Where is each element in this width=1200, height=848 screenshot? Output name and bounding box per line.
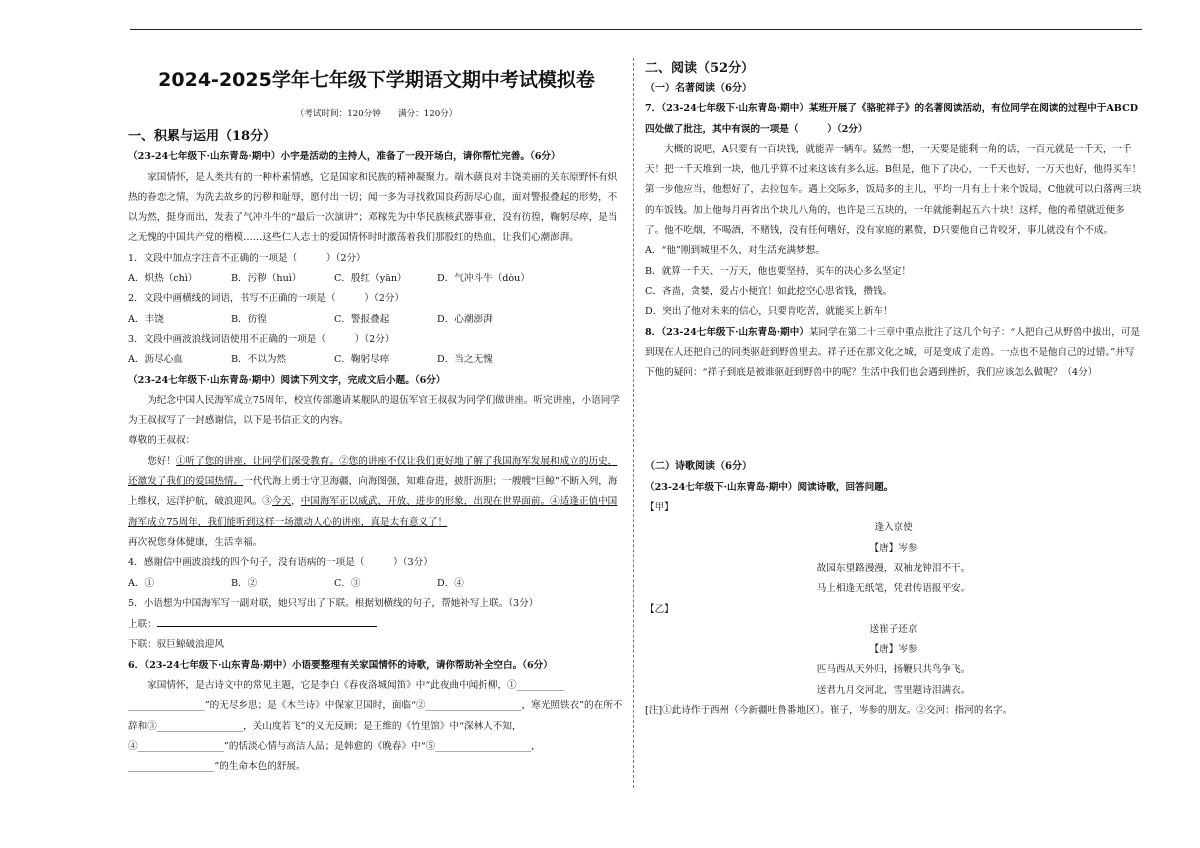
letter-salutation: 尊敬的王叔叔： bbox=[128, 435, 196, 447]
poem-2-line-2: 送君九月交河北，雪里题诗泪满衣。 bbox=[816, 684, 971, 696]
question-3-options bbox=[128, 350, 625, 370]
option-b: B．② bbox=[231, 577, 258, 589]
q7-option-a: A．“他”刚到城里不久，对生活充满梦想。 bbox=[645, 245, 825, 257]
option-a: A．沥尽心血 bbox=[128, 354, 183, 366]
passage-1: 家国情怀，是人类共有的一种朴素情感，它是国家和民族的精神凝聚力。端木蕻良对丰饶美丽的关东原野怀有炽热的眷恋之情，为洗去故乡的污秽和耻辱，愿付出一切；闻一多为寻找救国良药沥尽心血，面对警报叠起的形势，不以为然，挺身而出，发表了气冲斗牛的“最后一次演讲”；邓稼先为中华民族核武器事业，没有彷徨，鞠躬尽瘁，是当之无愧的中国共产党的楷模……这些仁人志士的爱国情怀时时激荡着我们那股红的热血，让我们心潮澎湃。 bbox=[128, 171, 618, 244]
subsection-2: （二）诗歌阅读（6分） bbox=[645, 461, 752, 473]
question-4: 4．感谢信中画波浪线的四个句子，没有语病的一项是（ ）（3分） bbox=[128, 557, 433, 569]
poem-2-title: 送崔子还京 bbox=[869, 623, 918, 635]
column-divider bbox=[633, 58, 634, 788]
sentence-1: ①听了您的讲座，让同学们深受教育。 bbox=[175, 455, 340, 467]
question-1: 1．文段中加点字注音不正确的一项是（ ）（2分） bbox=[128, 252, 366, 264]
question-2: 2．文段中画横线的词语，书写不正确的一项是（ ）（2分） bbox=[128, 293, 405, 305]
answer-blank[interactable] bbox=[157, 614, 377, 627]
subsection-1: （一）名著阅读（6分） bbox=[645, 83, 752, 94]
poem-2-author: 【唐】岑参 bbox=[869, 644, 918, 656]
option-b: B．不以为然 bbox=[231, 354, 287, 366]
q7-option-b: B．就算一千天、一万天，他也要坚持，买车的决心多么坚定！ bbox=[645, 265, 912, 277]
q7-option-d: D．突出了他对未来的信心，只要肯吃苦，就能买上新车！ bbox=[645, 306, 893, 318]
exam-info: （考试时间：120分钟 满分：120分） bbox=[295, 109, 458, 119]
letter-middle-1: 一代代海上勇士守卫海疆，向海图强，知难奋进，披肝沥胆；一艘艘“巨鲸”不断入列，海上维权，远洋护航，破浪迎风。③ bbox=[128, 476, 618, 508]
option-b: B．污秽（huì） bbox=[231, 273, 302, 285]
question-3: 3．文段中画波浪线词语使用不正确的一项是（ ）（2分） bbox=[128, 333, 395, 345]
question-intro-3: （23-24七年级下·山东青岛·期中）阅读诗歌，回答问题。 bbox=[645, 481, 894, 493]
question-intro-2: （23-24七年级下·山东青岛·期中）阅读下列文字，完成文后小题。（6分） bbox=[128, 374, 446, 386]
option-c: C．鞠躬尽瘁 bbox=[334, 354, 390, 366]
option-a: A．丰饶 bbox=[128, 313, 164, 325]
poem-1-author: 【唐】岑参 bbox=[869, 542, 918, 554]
section-heading-1: 一、积累与运用（18分） bbox=[128, 129, 277, 145]
upper-couplet-label: 上联： bbox=[128, 619, 157, 631]
question-2-options bbox=[128, 310, 625, 330]
page-title: 2024-2025学年七年级下学期语文期中考试模拟卷 bbox=[158, 69, 595, 91]
top-rule bbox=[130, 29, 1142, 30]
sentence-2: ②您的讲座不仅让我们更好地了解了我国海军发展和成立的历史，还激发了我们的爱国热情。 bbox=[128, 455, 618, 488]
passage-2: 为纪念中国人民海军成立75周年，校宣传部邀请某舰队的退伍军官王叔叔为同学们做讲座。听完讲座，小语同学为王叔叔写了一封感谢信，以下是书信正文的内容。 bbox=[128, 394, 620, 427]
sentence-3a: 今天 bbox=[271, 496, 292, 508]
letter-middle-2: ， bbox=[291, 496, 301, 508]
poem-1-line-1: 故园东望路漫漫，双袖龙钟泪不干。 bbox=[816, 562, 971, 574]
question-7: 7．（23-24七年级下·山东青岛·期中）某班开展了《骆驼祥子》的名著阅读活动，有位同学在阅读的过程中于ABCD四处做了批注，其中有误的一项是（ ）（2分） bbox=[645, 103, 1139, 135]
poem-2-line-1: 匹马西从天外归，扬鞭只共鸟争飞。 bbox=[816, 664, 971, 676]
question-6-text: 家国情怀，是古诗文中的常见主题，它是李白《春夜洛城闻笛》中“此夜曲中闻折柳，①__________ ________________”的无尽乡思；是《木兰诗》中保家卫国时，面临“②____________________，寒光照铁衣”的在所不辞和③__________________，关山度若飞”的义无反顾；是王维的《竹里馆》中“深林人不知，④__________________”的恬淡心情与高洁人品；是韩愈的《晚春》中“⑤____________________，__________________”的生命本色的舒展。 bbox=[128, 680, 623, 773]
option-c: C．③ bbox=[334, 577, 361, 589]
q7-option-c: C．吝啬，贪婪，爱占小便宜！如此挖空心思省钱，攒钱。 bbox=[645, 285, 893, 297]
poem-marker-jia: 【甲】 bbox=[645, 502, 674, 514]
poem-1-line-2: 马上相逢无纸笔，凭君传语报平安。 bbox=[816, 583, 971, 595]
letter-greeting: 您好！ bbox=[147, 455, 176, 467]
question-6: 6．（23-24七年级下·山东青岛·期中）小语要整理有关家国情怀的诗歌，请你帮助补全空白。（6分） bbox=[128, 659, 553, 671]
question-intro-1: （23-24七年级下·山东青岛·期中）小宇是活动的主持人，准备了一段开场白，请你帮忙完善。（6分） bbox=[128, 151, 561, 163]
poem-1-title: 逢入京使 bbox=[874, 522, 913, 534]
option-d: D．气冲斗牛（dòu） bbox=[437, 273, 530, 285]
right-column bbox=[645, 58, 1142, 721]
poem-note: [注]①此诗作于西州（今新疆吐鲁番地区）。崔子，岑参的朋友。②交河：指河的名字。 bbox=[645, 705, 1013, 717]
upper-couplet bbox=[128, 614, 625, 635]
question-5: 5．小语想为中国海军写一副对联，她只写出了下联。根据划横线的句子，帮她补写上联。（3分） bbox=[128, 597, 539, 609]
option-d: D．④ bbox=[437, 577, 464, 589]
section-heading-2: 二、阅读（52分） bbox=[645, 61, 755, 76]
left-column bbox=[128, 62, 625, 778]
option-a: A．炽热（chì） bbox=[128, 273, 198, 285]
letter-closing: 再次祝您身体健康，生活幸福。 bbox=[128, 536, 263, 548]
option-a: A．① bbox=[128, 577, 155, 589]
question-4-options bbox=[128, 574, 625, 594]
option-c: C．警报叠起 bbox=[334, 313, 390, 325]
poem-marker-yi: 【乙】 bbox=[645, 603, 674, 615]
question-7-passage: 大概的说吧，A只要有一百块钱，就能弄一辆车。猛然一想，一天要是能剩一角的话，一百元就是一千天，一千天！把一千天堆到一块，他几乎算不过来这该有多么远。B但是，他下了决心，一千天也好，一万天也好，他得买车！第一步他应当，他想好了，去拉包车。遇上交际多，饭局多的主儿，平均一月有上十来个饭局，C他就可以白落两三块的车饭钱。加上他每月再省出个块儿八角的，也许是三五块的，一年就能剩起五六十块！这样，他的希望就近便多了。他不吃烟，不喝酒，不赌钱，没有任何嗜好，没有家庭的累赘，D只要他自己肯咬牙，事儿就没有个不成。 bbox=[645, 143, 1142, 237]
option-d: D．心潮澎湃 bbox=[437, 313, 493, 325]
question-8-text: 某同学在第二十三章中重点批注了这几个句子：“人把自己从野兽中拔出，可是到现在人还把自己的同类驱赶到野兽里去。祥子还在那文化之城，可是变成了走兽。一点也不是他自己的过错。”并写下他的疑问：“祥子到底是被谁驱赶到野兽中的呢？生活中我们也会遇到挫折，我们应该怎么做呢？（4分） bbox=[645, 326, 1141, 379]
question-8-label: 8．（23-24七年级下·山东青岛·期中） bbox=[645, 326, 809, 338]
lower-couplet: 下联：驭巨鲸破浪迎风 bbox=[128, 639, 224, 651]
question-1-options bbox=[128, 269, 625, 289]
option-c: C．殷红（yān） bbox=[334, 273, 407, 285]
option-b: B．彷徨 bbox=[231, 313, 267, 325]
sentence-4: ④适逢正值中国海军成立75周年，我们能听到这样一场激动人心的讲座，真是太有意义了！ bbox=[128, 496, 618, 528]
answer-space[interactable] bbox=[645, 383, 1142, 457]
option-d: D．当之无愧 bbox=[437, 354, 493, 366]
letter-body bbox=[128, 452, 625, 533]
sentence-3b: 中国海军正以威武、开放、进步的形象，出现在世界面前。 bbox=[300, 496, 551, 508]
question-8 bbox=[645, 323, 1142, 384]
